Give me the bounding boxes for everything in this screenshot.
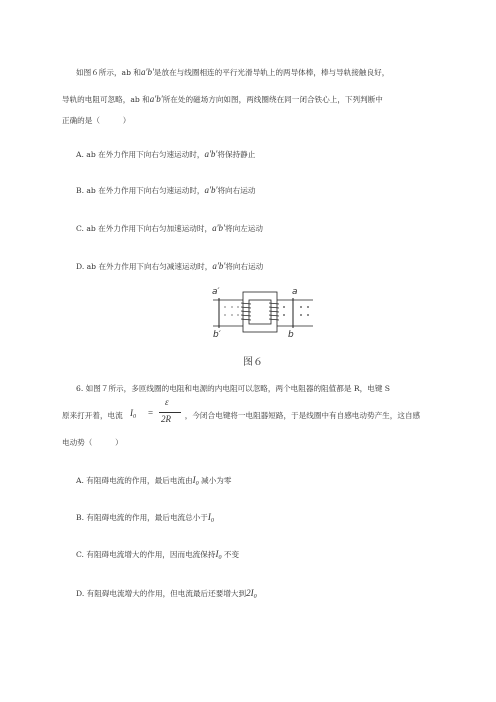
formula-equals: = xyxy=(148,408,154,418)
q5-line-2 xyxy=(62,93,383,106)
q6-option-b xyxy=(76,511,214,527)
figure-caption: 图６ xyxy=(243,357,263,368)
fraction-bar xyxy=(159,412,181,413)
symbol-i0: $I_0$ xyxy=(207,512,214,524)
symbol-i0: $I_0$ xyxy=(192,475,199,487)
q5-text: 导轨的电阻可忽略，ab 和 xyxy=(62,95,150,104)
option-text: D. ab 在外力作用下向右匀减速运动时， xyxy=(76,262,213,271)
q6-text: ，今闭合电键将一电阻器短路，于是线圈中有自感电动势产生，这自感 xyxy=(184,411,421,420)
figure-6-diagram xyxy=(205,288,315,336)
symbol-a-prime-b-prime: a′b′ xyxy=(212,261,226,271)
q5-option-d xyxy=(76,260,263,273)
option-text: A. ab 在外力作用下向右匀速运动时， xyxy=(76,150,205,159)
formula-numerator: ε xyxy=(165,397,169,407)
label-a: a xyxy=(292,287,298,297)
q6-line-3: 电动势（ ） xyxy=(62,438,123,447)
label-b: b xyxy=(288,330,294,340)
q5-option-a xyxy=(76,148,255,161)
q5-text: 所在处的磁场方向如图，两线圈绕在同一闭合铁心上，下列判断中 xyxy=(162,95,383,104)
q6-line-2 xyxy=(62,410,420,422)
q5-text: 是放在与线圈相连的平行光滑导轨上的两导体棒，棒与导轨接触良好， xyxy=(153,68,390,77)
formula-i0 xyxy=(128,397,190,431)
q5-option-b xyxy=(76,184,255,197)
symbol-a-prime-b-prime: a′b′ xyxy=(149,94,163,104)
symbol-a-prime-b-prime: a′b′ xyxy=(212,223,226,233)
q6-option-c xyxy=(76,548,239,564)
option-text: 不变 xyxy=(223,550,240,559)
q6-option-d xyxy=(76,587,257,603)
formula-denominator: 2R xyxy=(161,414,171,424)
formula-lhs: $I_0$ xyxy=(130,408,136,420)
symbol-2i0: $2I_0$ xyxy=(246,588,257,600)
option-text: C. 有阻碍电流增大的作用，因而电流保持 xyxy=(76,550,216,559)
label-a-prime: a′ xyxy=(212,287,220,297)
option-text: A. 有阻碍电流的作用，最后电流由 xyxy=(76,476,193,485)
symbol-i0: $I_0$ xyxy=(215,549,222,561)
option-text: B. 有阻碍电流的作用，最后电流总小于 xyxy=(76,513,208,522)
symbol-a-prime-b-prime: a′b′ xyxy=(204,149,218,159)
q5-line-1 xyxy=(76,66,389,79)
option-text: 将向右运动 xyxy=(225,262,264,271)
symbol-a-prime-b-prime: a′b′ xyxy=(140,67,154,77)
q5-line-3: 正确的是（ ） xyxy=(62,116,131,125)
option-text: C. ab 在外力作用下向右匀加速运动时， xyxy=(76,224,213,233)
label-b-prime: b′ xyxy=(213,330,221,340)
symbol-a-prime-b-prime: a′b′ xyxy=(204,185,218,195)
q6-text: 原来打开着，电流 xyxy=(62,411,123,420)
q6-line-1: 6. 如图７所示，多匝线圈的电阻和电源的内电阻可以忽略，两个电阻器的阻值都是 R，电键 S xyxy=(76,384,390,393)
option-text: 将向右运动 xyxy=(217,186,256,195)
option-text: 将保持静止 xyxy=(217,150,256,159)
option-text: D. 有阻碍电流增大的作用，但电流最后还要增大到 xyxy=(76,589,247,598)
option-text: 将向左运动 xyxy=(225,224,263,233)
q6-option-a xyxy=(76,474,231,490)
option-text: B. ab 在外力作用下向右匀速运动时， xyxy=(76,186,205,195)
q5-text: 如图６所示，ab 和 xyxy=(76,68,141,77)
q5-option-c xyxy=(76,222,263,235)
option-text: 减小为零 xyxy=(201,476,232,485)
